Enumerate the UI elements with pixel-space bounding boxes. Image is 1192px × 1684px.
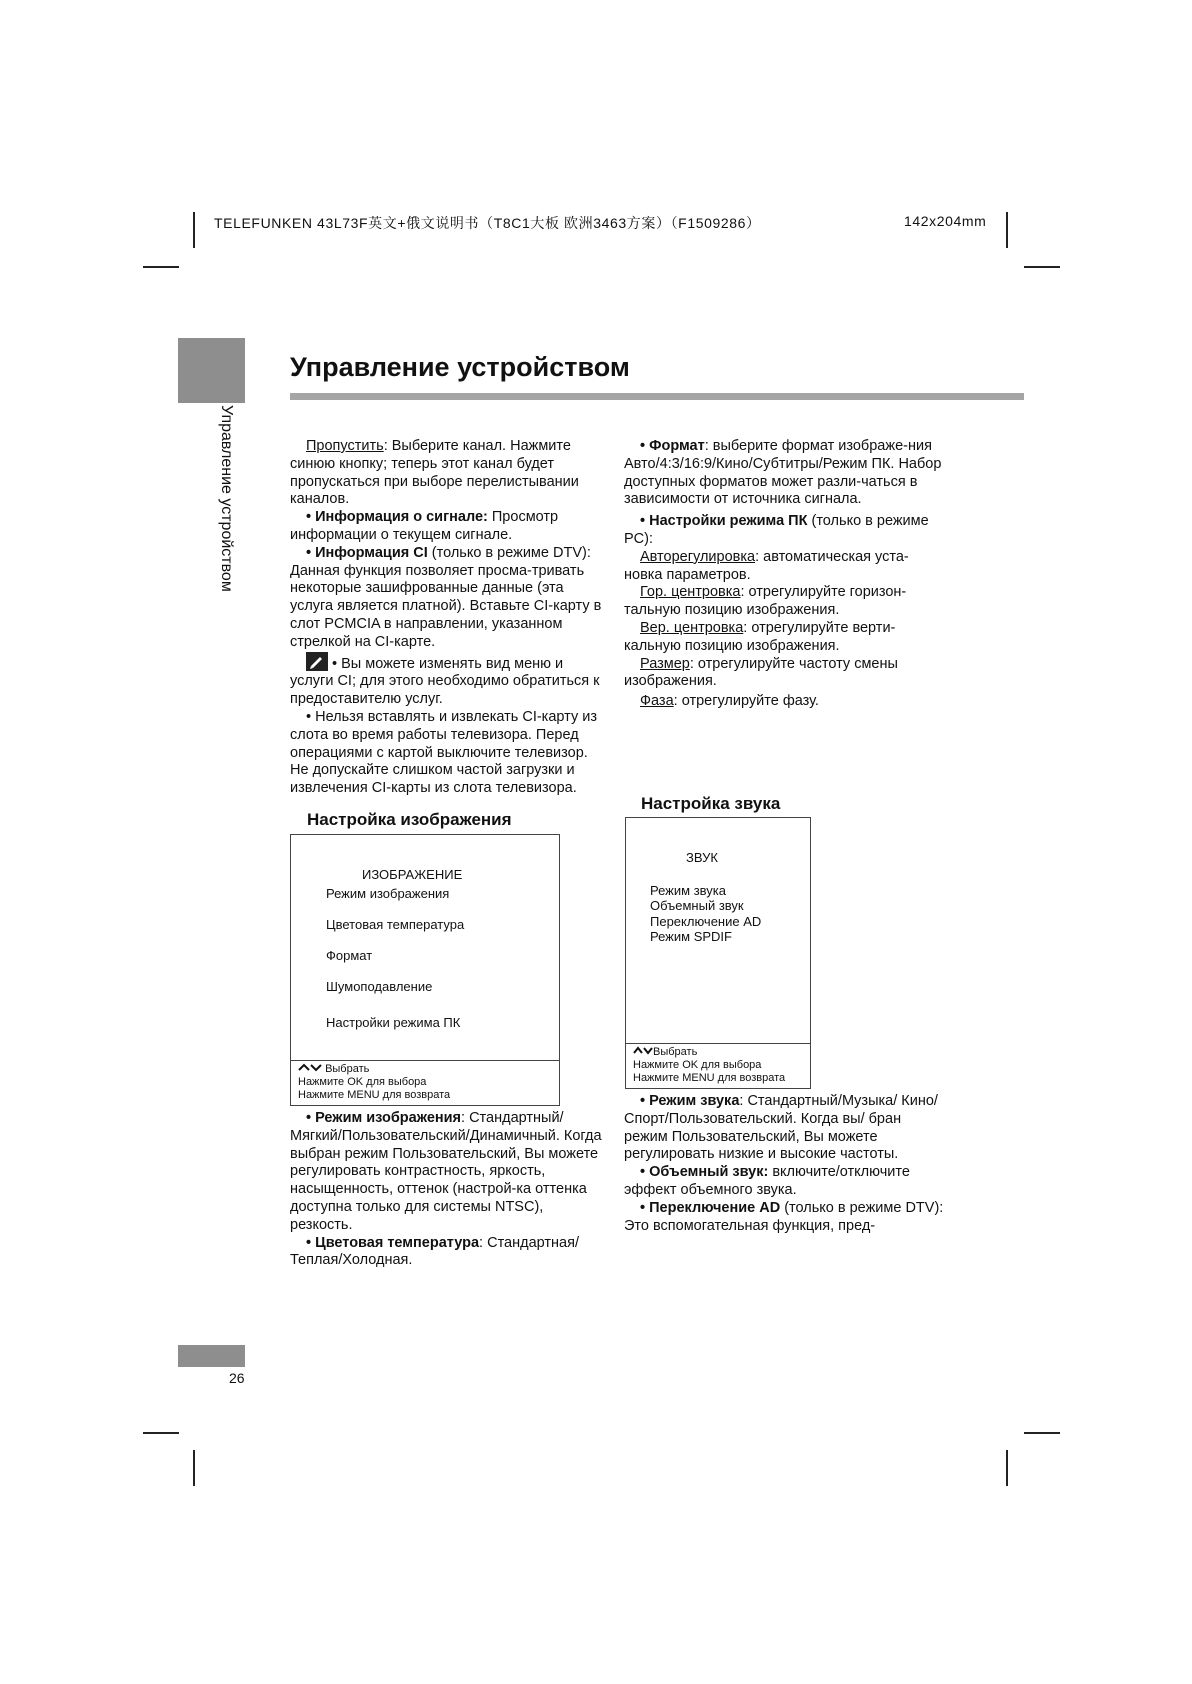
- crop-mark: [143, 1432, 179, 1434]
- auto-text: : автоматическая уста-новка параметров.: [624, 548, 909, 583]
- sound-description: [624, 1093, 944, 1235]
- sound-ok-hint: Нажмите OK для выбора: [633, 1058, 762, 1071]
- surround-text: включите/отключите эффект объемного звука.: [624, 1164, 910, 1198]
- right-column: [624, 438, 944, 711]
- sound-menu-item[interactable]: Режим звука: [650, 883, 726, 898]
- skip-paragraph: [290, 438, 610, 509]
- picture-section-heading: Настройка изображения: [307, 810, 512, 829]
- skip-text: : Выберите канал. Нажмите синюю кнопку; теперь этот канал будет пропускаться при выборе перелистывании каналов.: [290, 438, 579, 508]
- picture-menu-item[interactable]: Цветовая температура: [326, 917, 465, 932]
- picture-mode-text: : Стандартный/ Мягкий/Пользовательский/Динамичный. Когда выбран режим Пользовательский, Вы можете регулировать контрастность, яркость, насыщенность, оттенок (настрой-ка оттенка доступна только для системы NTSC), резкость.: [290, 1110, 602, 1233]
- picture-menu-item[interactable]: Шумоподавление: [326, 979, 433, 994]
- auto-term: Авторегулировка: [640, 548, 756, 565]
- sound-menu-screen: [625, 817, 811, 1089]
- note-paragraph: [290, 652, 610, 709]
- sound-menu-title: ЗВУК: [686, 850, 718, 865]
- page-title: Управление устройством: [290, 352, 630, 382]
- pc-paragraph: [624, 513, 944, 549]
- ad-text: (только в режиме DTV): Это вспомогательная функция, пред-: [624, 1199, 944, 1234]
- sound-mode-term: • Режим звука: [640, 1093, 740, 1109]
- sound-mode-paragraph: [624, 1093, 944, 1164]
- crop-mark: [1006, 1450, 1008, 1486]
- picture-menu-item[interactable]: Настройки режима ПК: [326, 1015, 461, 1030]
- color-temp-term: • Цветовая температура: [306, 1234, 480, 1251]
- signal-paragraph: [290, 509, 610, 545]
- picture-menu-item[interactable]: Формат: [326, 948, 373, 963]
- sound-select-hint: [633, 1046, 810, 1059]
- size-text: : отрегулируйте частоту смены изображения.: [624, 655, 898, 690]
- hpos-paragraph: [624, 584, 944, 620]
- hpos-term: Гор. центровка: [640, 584, 741, 601]
- picture-description: [290, 1110, 606, 1270]
- print-header-right: 142x204mm: [904, 213, 987, 229]
- picture-mode-paragraph: [290, 1110, 606, 1235]
- note-pen-icon: [306, 652, 328, 671]
- ci-term: • Информация CI: [306, 544, 428, 561]
- page-number: 26: [229, 1370, 245, 1386]
- pc-text: (только в режиме PC):: [624, 513, 929, 547]
- signal-term: • Информация о сигнале:: [306, 509, 488, 526]
- size-term: Размер: [640, 655, 690, 672]
- title-rule: [290, 393, 1024, 400]
- sound-menu-item[interactable]: Объемный звук: [650, 898, 744, 913]
- ad-term: • Переключение AD: [640, 1199, 781, 1216]
- note-text: • Вы можете изменять вид меню и услуги CI; для этого необходимо обратиться к предоставителю услуг.: [290, 655, 600, 708]
- picture-mode-term: • Режим изображения: [306, 1110, 462, 1126]
- vpos-paragraph: [624, 620, 944, 656]
- select-hint-text: Выбрать: [653, 1046, 698, 1058]
- ci-text: (только в режиме DTV): Данная функция позволяет просма-тривать некоторые зашифрованные данные (эта услуга является платной). Вставьте CI-карту в слот PCMCIA в направлении, указанном стрелкой на CI-карте.: [290, 544, 602, 650]
- chapter-tab: [178, 338, 245, 403]
- picture-select-hint: [298, 1063, 559, 1076]
- up-down-arrows-icon: [633, 1046, 653, 1058]
- page-number-tab: [178, 1345, 245, 1367]
- sound-menu-item[interactable]: Переключение AD: [650, 914, 762, 929]
- chapter-side-label: Управление устройством: [218, 405, 235, 592]
- picture-menu-title: ИЗОБРАЖЕНИЕ: [362, 867, 463, 882]
- auto-paragraph: [624, 549, 944, 585]
- picture-ok-hint: Нажмите OK для выбора: [298, 1075, 427, 1088]
- phase-paragraph: [624, 693, 944, 711]
- sound-menu-footer: [626, 1043, 810, 1084]
- size-paragraph: [624, 656, 944, 692]
- phase-term: Фаза: [640, 693, 674, 710]
- vpos-text: : отрегулируйте верти-кальную позицию изображения.: [624, 619, 896, 654]
- vpos-term: Вер. центровка: [640, 619, 744, 636]
- signal-text: Просмотр информации о текущем сигнале.: [290, 509, 559, 543]
- warning-text: • Нельзя вставлять и извлекать CI-карту из слота во время работы телевизора. Перед операциями с картой выключите телевизор. Не допускайте слишком частой загрузки и извлечения CI-карты из слота телевизора.: [290, 708, 597, 797]
- skip-term: Пропустить: [306, 438, 384, 454]
- color-temp-text: : Стандартная/ Теплая/Холодная.: [290, 1234, 579, 1269]
- crop-mark: [193, 212, 195, 248]
- ad-paragraph: [624, 1200, 944, 1236]
- format-term: • Формат: [640, 438, 705, 454]
- crop-mark: [1024, 1432, 1060, 1434]
- crop-mark: [1024, 266, 1060, 268]
- crop-mark: [143, 266, 179, 268]
- picture-menu-item[interactable]: Режим изображения: [326, 886, 450, 901]
- sound-mode-text: : Стандартный/Музыка/ Кино/Спорт/Пользовательский. Когда вы/ бран режим Пользовательский, Вы можете регулировать низкие и высокие частоты.: [624, 1093, 938, 1163]
- sound-menu-hint: Нажмите MENU для возврата: [633, 1071, 786, 1084]
- left-column: [290, 438, 610, 798]
- ci-paragraph: [290, 545, 610, 652]
- sound-menu-item[interactable]: Режим SPDIF: [650, 929, 732, 944]
- picture-menu-screen: [290, 834, 560, 1106]
- select-hint-text: Выбрать: [325, 1063, 370, 1075]
- phase-text: : отрегулируйте фазу.: [673, 693, 819, 710]
- print-header-left: TELEFUNKEN 43L73F英文+俄文说明书（T8C1大板 欧洲3463方案）（F1509286）: [214, 215, 761, 231]
- color-temp-paragraph: [290, 1235, 606, 1271]
- surround-paragraph: [624, 1164, 944, 1200]
- pc-term: • Настройки режима ПК: [640, 513, 808, 530]
- sound-section-heading: Настройка звука: [641, 794, 781, 813]
- crop-mark: [193, 1450, 195, 1486]
- surround-term: • Объемный звук:: [640, 1164, 769, 1181]
- warning-paragraph: [290, 709, 610, 798]
- hpos-text: : отрегулируйте горизон-тальную позицию изображения.: [624, 584, 907, 619]
- format-text: : выберите формат изображе-ния Авто/4:3/16:9/Кино/Субтитры/Режим ПК. Набор доступных форматов может разли-чаться в зависимости от источника сигнала.: [624, 438, 942, 508]
- up-down-arrows-icon: [298, 1063, 322, 1075]
- picture-menu-hint: Нажмите MENU для возврата: [298, 1088, 451, 1101]
- picture-menu-footer: [291, 1060, 559, 1101]
- format-paragraph: [624, 438, 944, 509]
- crop-mark: [1006, 212, 1008, 248]
